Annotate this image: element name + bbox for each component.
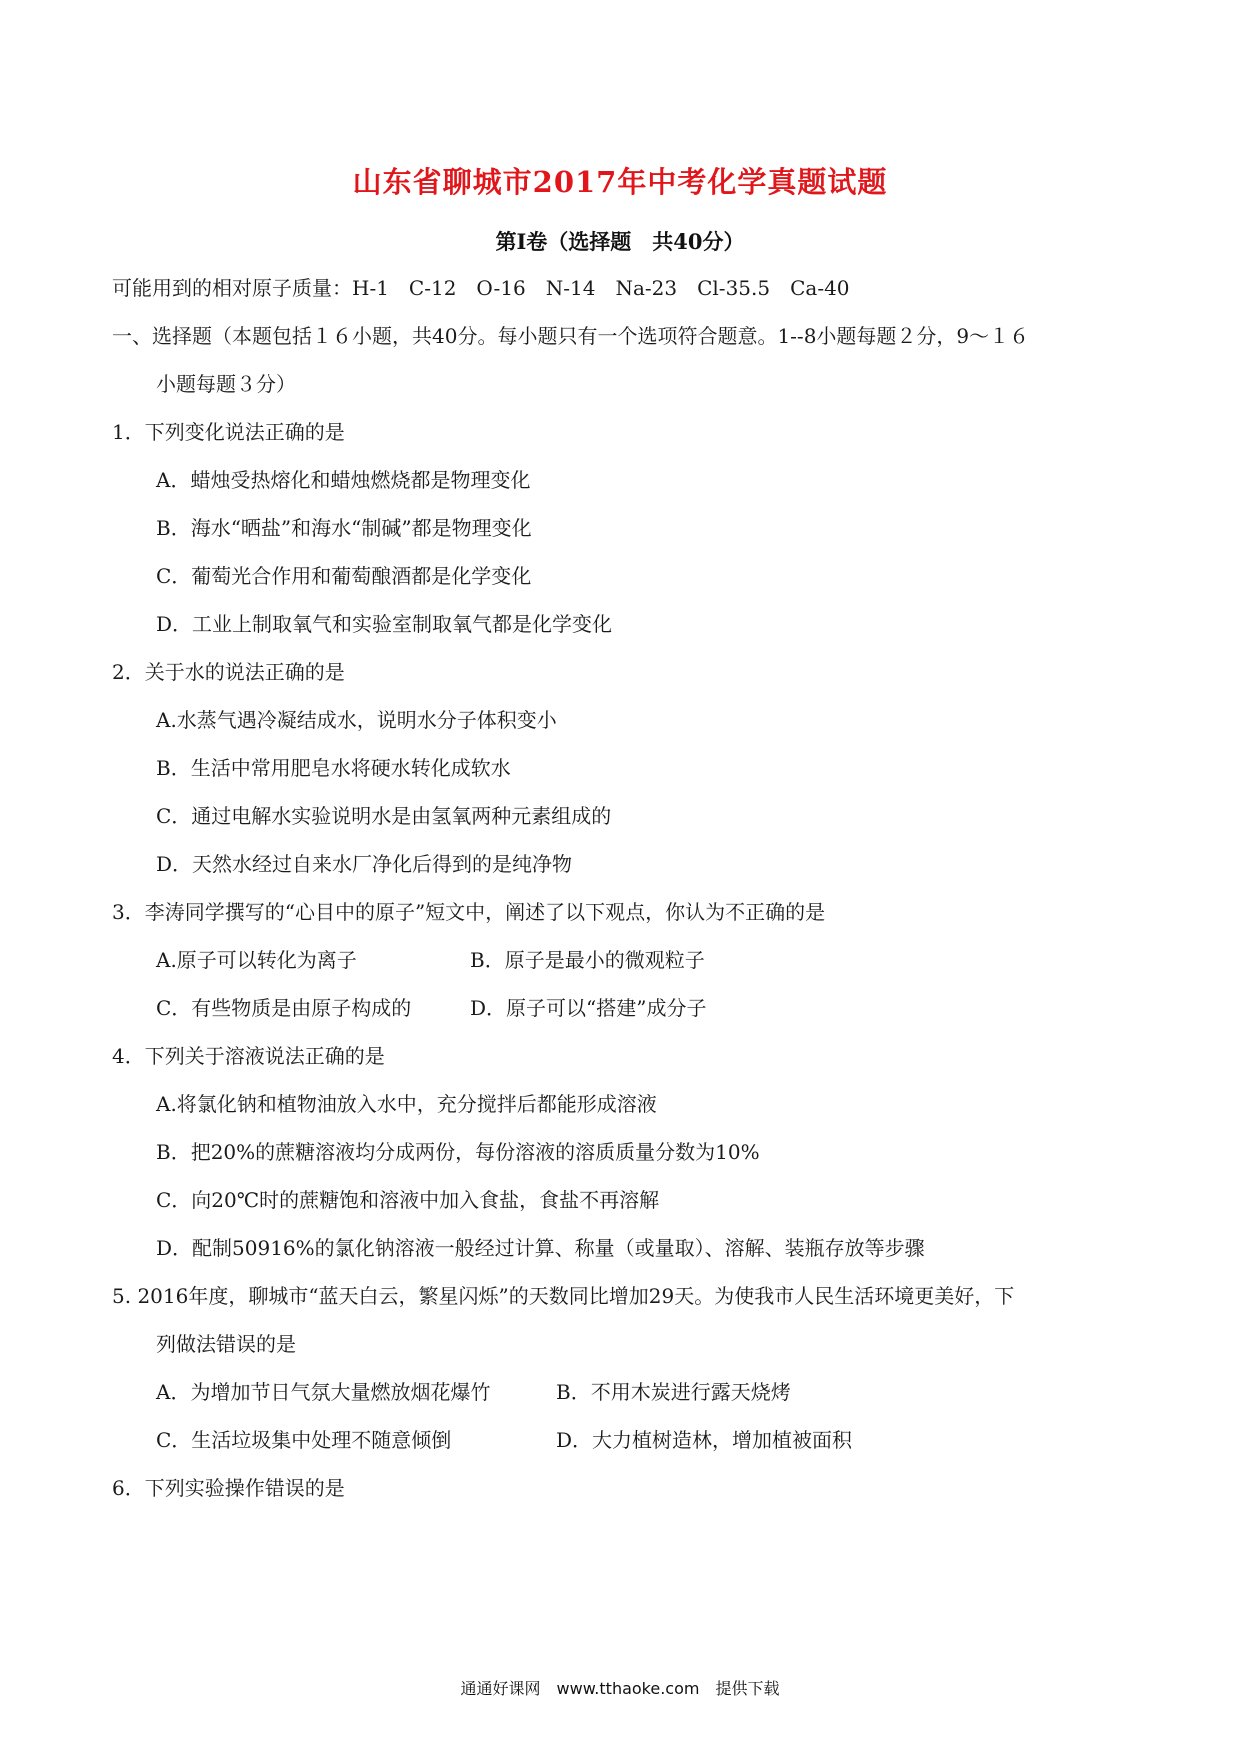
question-option: A．蜡烛受热熔化和蜡烛燃烧都是物理变化 xyxy=(156,468,531,492)
section-instructions: 一、选择题（本题包括１６小题，共40分。每小题只有一个选项符合题意。1--8小题每题２分，9～１６ xyxy=(112,324,1030,348)
question-stem: 6．下列实验操作错误的是 xyxy=(112,1476,345,1500)
question-option: B．把20%的蔗糖溶液均分成两份，每份溶液的溶质质量分数为10% xyxy=(156,1140,760,1164)
question-option: B．生活中常用肥皂水将硬水转化成软水 xyxy=(156,756,511,780)
question-option: C．葡萄光合作用和葡萄酿酒都是化学变化 xyxy=(156,564,532,588)
question-stem: 4．下列关于溶液说法正确的是 xyxy=(112,1044,385,1068)
question-option: D．大力植树造林，增加植被面积 xyxy=(556,1428,853,1452)
question-option: A．为增加节日气氛大量燃放烟花爆竹 xyxy=(156,1380,491,1404)
question-option: A.水蒸气遇冷凝结成水，说明水分子体积变小 xyxy=(156,708,557,732)
question-stem: 2．关于水的说法正确的是 xyxy=(112,660,345,684)
question-option: C．生活垃圾集中处理不随意倾倒 xyxy=(156,1428,452,1452)
question-stem: 5. 2016年度，聊城市“蓝天白云，繁星闪烁”的天数同比增加29天。为使我市人民生活环境更美好，下 xyxy=(112,1284,1015,1308)
question-option: D．原子可以“搭建”成分子 xyxy=(470,996,707,1020)
question-option: B．不用木炭进行露天烧烤 xyxy=(556,1380,791,1404)
question-option: A.将氯化钠和植物油放入水中，充分搅拌后都能形成溶液 xyxy=(156,1092,657,1116)
atomic-masses-line: 可能用到的相对原子质量：H-1 C-12 O-16 N-14 Na-23 Cl-35.5 Ca-40 xyxy=(112,276,850,300)
question-stem-cont: 列做法错误的是 xyxy=(156,1332,296,1356)
page-footer: 通通好课网 www.tthaoke.com 提供下载 xyxy=(460,1679,780,1698)
question-option: D．天然水经过自来水厂净化后得到的是纯净物 xyxy=(156,852,573,876)
question-option: C．有些物质是由原子构成的 xyxy=(156,996,412,1020)
section-heading: 第Ⅰ卷（选择题 共40分） xyxy=(495,229,745,254)
question-option: A.原子可以转化为离子 xyxy=(156,948,357,972)
section-instructions-cont: 小题每题３分） xyxy=(156,372,296,396)
question-stem: 1．下列变化说法正确的是 xyxy=(112,420,345,444)
question-option: D．工业上制取氧气和实验室制取氧气都是化学变化 xyxy=(156,612,613,636)
page-title: 山东省聊城市2017年中考化学真题试题 xyxy=(352,165,888,199)
question-option: B．海水“晒盐”和海水“制碱”都是物理变化 xyxy=(156,516,532,540)
question-option: B．原子是最小的微观粒子 xyxy=(470,948,705,972)
question-option: D．配制50916%的氯化钠溶液一般经过计算、称量（或量取）、溶解、装瓶存放等步骤 xyxy=(156,1236,925,1260)
question-option: C．通过电解水实验说明水是由氢氧两种元素组成的 xyxy=(156,804,612,828)
question-option: C．向20℃时的蔗糖饱和溶液中加入食盐，食盐不再溶解 xyxy=(156,1188,660,1212)
question-stem: 3．李涛同学撰写的“心目中的原子”短文中，阐述了以下观点，你认为不正确的是 xyxy=(112,900,826,924)
